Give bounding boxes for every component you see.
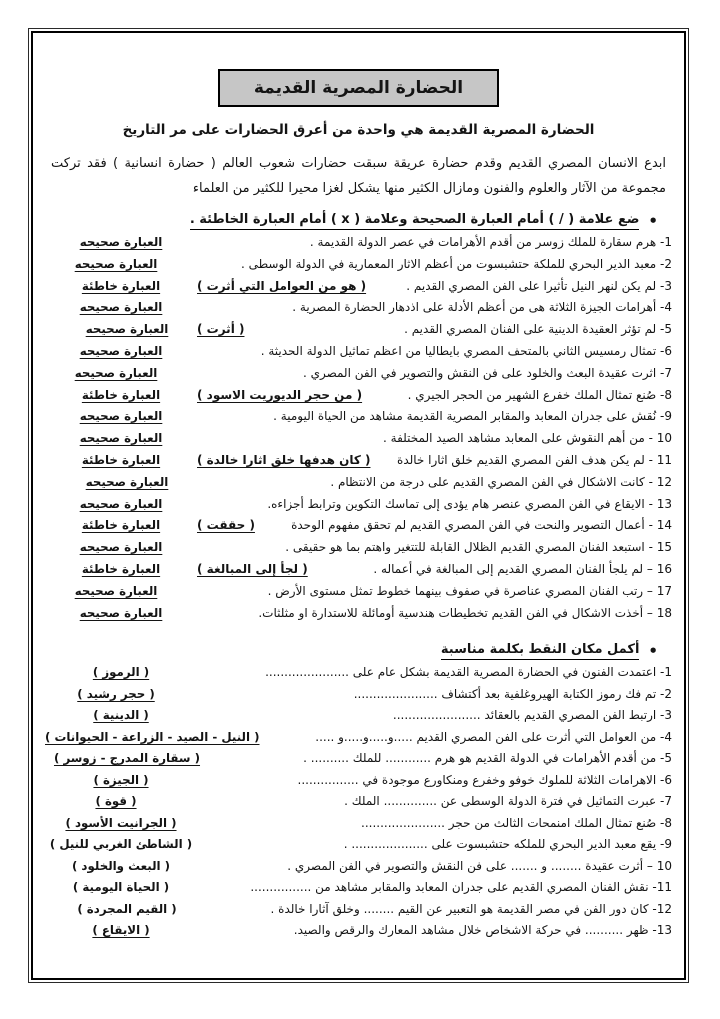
statement-row bbox=[45, 366, 672, 388]
statement-row bbox=[45, 518, 672, 540]
item-text-wrap bbox=[197, 257, 672, 271]
item-text-wrap bbox=[197, 300, 672, 314]
item-text-wrap bbox=[197, 366, 672, 380]
item-text-wrap bbox=[197, 902, 672, 916]
item-text-wrap bbox=[197, 388, 672, 402]
item-text: 9- يقع معبد الدير البحري للملكه حتشبسوت على .................... . bbox=[343, 837, 672, 852]
item-text: 12 - كانت الاشكال في الفن المصري القديم على درجة من الانتظام . bbox=[330, 474, 672, 489]
answer-label: العبارة صحيحه bbox=[79, 409, 163, 424]
answer-label: ( الشاطئ الغربي للنيل ) bbox=[49, 837, 193, 852]
item-text-wrap bbox=[197, 344, 672, 358]
item-text: 2- تم فك رموز الكتابة الهيروغلفية بعد أكتشاف ...................... bbox=[353, 686, 672, 701]
item-text: 5- من أقدم الأهرامات في الدولة القديم هو هرم ............ للملك .......... . bbox=[303, 751, 672, 766]
item-text-wrap bbox=[197, 773, 672, 787]
item-text-wrap bbox=[260, 730, 673, 744]
item-text: 14 - أعمال التصوير والنحت في الفن المصري القديم لم تحقق مفهوم الوحدة bbox=[291, 518, 672, 533]
item-text: 18 – أخذت الاشكال في الفن القديم تخطيطات هندسية أومائلة للاستدارة او مثلثات. bbox=[258, 605, 672, 620]
answer-label: العبارة صحيحه bbox=[79, 605, 163, 620]
title-box bbox=[218, 69, 499, 107]
answer-label: ( الرموز ) bbox=[92, 665, 150, 680]
item-text-wrap bbox=[197, 751, 672, 765]
item-text: 8- صُنع تمثال الملك خفرع الشهير من الحجر الجيري . bbox=[407, 387, 672, 402]
item-text-wrap bbox=[197, 794, 672, 808]
fill-blank-rows bbox=[45, 665, 672, 945]
statement-row bbox=[45, 322, 672, 344]
item-text: 12- كان دور الفن في مصر القديمة هو التعبير عن القيم ........ وخلق آثارا خالدة . bbox=[270, 901, 672, 916]
page-title: الحضارة المصرية القديمة bbox=[253, 78, 464, 98]
section2-header-text: أكمل مكان النقط بكلمة مناسبة bbox=[441, 642, 640, 660]
item-text: 17 – رتب الفنان المصري عناصرة في صفوف بينهما خطوط تمثل مستوى الأرض . bbox=[267, 583, 672, 598]
fill-blank-row bbox=[45, 902, 672, 924]
fill-blank-row bbox=[45, 773, 672, 795]
item-text-wrap bbox=[197, 475, 672, 489]
statement-row bbox=[45, 606, 672, 628]
answer-label: ( الايقاع ) bbox=[92, 923, 150, 938]
fill-blank-row bbox=[45, 837, 672, 859]
statement-row bbox=[45, 409, 672, 431]
correction-label: ( لجأ إلى المبالغة ) bbox=[197, 561, 308, 576]
item-text-wrap bbox=[197, 518, 672, 532]
item-text: 11 - لم يكن هدف الفن المصري القديم خلق اثارا خالدة bbox=[397, 452, 672, 467]
item-text-wrap bbox=[197, 584, 672, 598]
statement-row bbox=[45, 344, 672, 366]
item-text: 4- أهرامات الجيزة الثلاثة هى من أعظم الأدلة على اذدهار الحضارة المصرية . bbox=[292, 300, 672, 315]
section2-header bbox=[45, 642, 658, 660]
answer-label: العبارة صحيحه bbox=[79, 343, 163, 358]
item-text: 10 - من أهم النقوش على المعابد مشاهد الصيد المختلفة . bbox=[383, 431, 672, 446]
statement-row bbox=[45, 540, 672, 562]
item-text-wrap bbox=[197, 708, 672, 722]
correction-label: ( كان هدفها خلق اثارا خالدة ) bbox=[197, 452, 371, 467]
answer-label: ( حجر رشيد ) bbox=[77, 686, 155, 701]
item-text-wrap bbox=[197, 497, 672, 511]
section1-header-text: ضع علامة ( / ) أمام العبارة الصحيحة وعلامة ( x ) أمام العبارة الخاطئة . bbox=[190, 212, 640, 230]
answer-label: العبارة خاطئة bbox=[81, 387, 161, 402]
bullet-icon: • bbox=[648, 641, 658, 660]
item-text: 15 - استبعد الفنان المصري القديم الظلال القابلة للتتغير واهتم بما هو حقيقى . bbox=[285, 540, 672, 555]
item-text: 9- نُقش على جدران المعابد والمقابر المصرية القديمة مشاهد من الحياة اليومية . bbox=[273, 409, 672, 424]
fill-blank-row bbox=[45, 880, 672, 902]
item-text-wrap bbox=[197, 235, 672, 249]
item-text: 5- لم تؤثر العقيدة الدينية على الفنان المصري القديم . bbox=[404, 322, 672, 337]
statement-row bbox=[45, 497, 672, 519]
item-text: 3- لم يكن لنهر النيل تأثيرا على الفن المصري القديم . bbox=[406, 278, 672, 293]
correction-label: ( حققت ) bbox=[197, 518, 255, 533]
answer-label: العبارة صحيحه bbox=[79, 235, 163, 249]
answer-label: ( البعث والخلود ) bbox=[71, 858, 171, 873]
item-text: 16 – لم يلجأ الفنان المصري القديم إلى المبالغة في أعماله . bbox=[373, 561, 672, 576]
answer-label: ( الجرانيت الأسود ) bbox=[65, 815, 177, 830]
item-text: 1- اعتمدت الفنون في الحضارة المصرية القديمة بشكل عام على ...................... bbox=[265, 665, 672, 680]
item-text-wrap bbox=[197, 880, 672, 894]
answer-label: ( الحياة اليومية ) bbox=[72, 880, 170, 895]
item-text-wrap bbox=[197, 431, 672, 445]
page-border-inner bbox=[31, 31, 686, 980]
answer-label: العبارة صحيحه bbox=[74, 583, 158, 598]
item-text: 6- تمثال رمسيس الثاني بالمتحف المصري بايطاليا من اعظم تماثيل الدولة الحديثة . bbox=[260, 343, 672, 358]
fill-blank-row bbox=[45, 923, 672, 945]
fill-blank-row bbox=[45, 665, 672, 687]
statement-row bbox=[45, 584, 672, 606]
answer-label: ( الجيزة ) bbox=[93, 772, 149, 787]
item-text: 4- من العوامل التي أثرت على الفن المصري القديم .....و.....و.....و ..... bbox=[315, 729, 672, 744]
true-false-rows bbox=[45, 235, 672, 627]
item-text: 13- ظهر .......... في حركة الاشخاص خلال مشاهد المعارك والرقص والصيد. bbox=[293, 923, 672, 938]
item-text-wrap bbox=[197, 562, 672, 576]
item-text-wrap bbox=[197, 859, 672, 873]
fill-blank-row bbox=[45, 687, 672, 709]
answer-label: ( قوة ) bbox=[95, 794, 137, 809]
item-text: 11- نقش الفنان المصري القديم على جدران المعابد والمقابر مشاهد من ................ bbox=[250, 880, 672, 895]
fill-blank-row bbox=[45, 751, 672, 773]
statement-row bbox=[45, 453, 672, 475]
section-fill-blanks bbox=[45, 642, 672, 945]
fill-blank-row bbox=[45, 794, 672, 816]
page-border-outer bbox=[28, 28, 689, 983]
item-text: 3- ارتبط الفن المصري القديم بالعقائد ....................... bbox=[392, 708, 672, 723]
item-text: 2- معبد الدير البحري للملكة حتشبسوت من أعظم الاثار المعمارية في الدولة الوسطى . bbox=[240, 256, 672, 271]
answer-label: ( القيم المجردة ) bbox=[77, 901, 177, 916]
fill-blank-row bbox=[45, 708, 672, 730]
item-text-wrap bbox=[197, 606, 672, 620]
item-text-wrap bbox=[197, 837, 672, 851]
correction-label: ( أثرت ) bbox=[197, 322, 245, 337]
fill-blank-row bbox=[45, 730, 672, 752]
correction-label: ( من حجر الديوريت الاسود ) bbox=[197, 387, 363, 402]
item-text: 1- هرم سقارة للملك زوسر من أقدم الأهرامات في عصر الدولة القديمة . bbox=[309, 235, 672, 249]
statement-row bbox=[45, 257, 672, 279]
statement-row bbox=[45, 475, 672, 497]
answer-label: ( النيل - الصيد - الزراعة - الحيوانات ) bbox=[45, 729, 260, 744]
item-text-wrap bbox=[197, 453, 672, 467]
answer-label: ( سقارة المدرج - زوسر ) bbox=[53, 751, 201, 766]
item-text: 10 – أثرت عقيدة ........ و ....... على فن النقش والتصوير في الفن المصري . bbox=[287, 858, 672, 873]
answer-label: العبارة صحيحه bbox=[79, 540, 163, 555]
fill-blank-row bbox=[45, 859, 672, 881]
answer-label: العبارة صحيحه bbox=[85, 474, 169, 489]
item-text: 13 - الايقاع في الفن المصري عنصر هام يؤدى إلى تماسك التكوين وترابط أجزاءه. bbox=[267, 496, 672, 511]
answer-label: العبارة صحيحه bbox=[85, 322, 169, 337]
item-text: 7- عبرت التماثيل في فترة الدولة الوسطى عن .............. الملك . bbox=[344, 794, 672, 809]
item-text-wrap bbox=[197, 665, 672, 679]
answer-label: العبارة خاطئة bbox=[81, 278, 161, 293]
answer-label: العبارة صحيحه bbox=[79, 496, 163, 511]
page-subtitle: الحضارة المصرية القديمة هي واحدة من أعرق الحضارات على مر التاريخ bbox=[122, 122, 595, 138]
statement-row bbox=[45, 431, 672, 453]
section-true-false bbox=[45, 212, 672, 627]
item-text-wrap bbox=[197, 540, 672, 554]
answer-label: العبارة خاطئة bbox=[81, 518, 161, 533]
answer-label: العبارة صحيحه bbox=[79, 300, 163, 315]
answer-label: العبارة خاطئة bbox=[81, 561, 161, 576]
correction-label: ( هو من العوامل التي أثرت ) bbox=[197, 278, 367, 293]
item-text-wrap bbox=[197, 816, 672, 830]
intro-paragraph: ابدع الانسان المصري القديم وقدم حضارة عريقة سبقت حضارات شعوب العالم ( حضارة انسانية ) فقد تركت مجموعة من الآثار والعلوم والفنون ومازال الكثير منها يشكل لغزا محيرا للكثير من العلماء bbox=[51, 156, 666, 196]
item-text: 8- صُنع تمثال الملك امنمحات الثالث من حجر ...................... bbox=[361, 815, 672, 830]
statement-row bbox=[45, 562, 672, 584]
item-text-wrap bbox=[197, 279, 672, 293]
item-text-wrap bbox=[197, 687, 672, 701]
statement-row bbox=[45, 279, 672, 301]
answer-label: العبارة خاطئة bbox=[81, 452, 161, 467]
answer-label: ( الدينية ) bbox=[93, 708, 149, 723]
statement-row bbox=[45, 235, 672, 257]
item-text: 7- اثرت عقيدة البعث والخلود على فن النقش والتصوير في الفن المصري . bbox=[302, 365, 672, 380]
bullet-icon: • bbox=[648, 211, 658, 230]
item-text-wrap bbox=[197, 409, 672, 423]
answer-label: العبارة صحيحه bbox=[74, 365, 158, 380]
item-text-wrap bbox=[197, 923, 672, 937]
answer-label: العبارة صحيحه bbox=[74, 256, 158, 271]
statement-row bbox=[45, 388, 672, 410]
fill-blank-row bbox=[45, 816, 672, 838]
statement-row bbox=[45, 300, 672, 322]
item-text: 6- الاهرامات الثلاثة للملوك خوفو وخفرع ومنكاورع موجودة في ................ bbox=[297, 772, 672, 787]
answer-label: العبارة صحيحه bbox=[79, 431, 163, 446]
item-text-wrap bbox=[197, 322, 672, 336]
section1-header bbox=[45, 212, 658, 230]
